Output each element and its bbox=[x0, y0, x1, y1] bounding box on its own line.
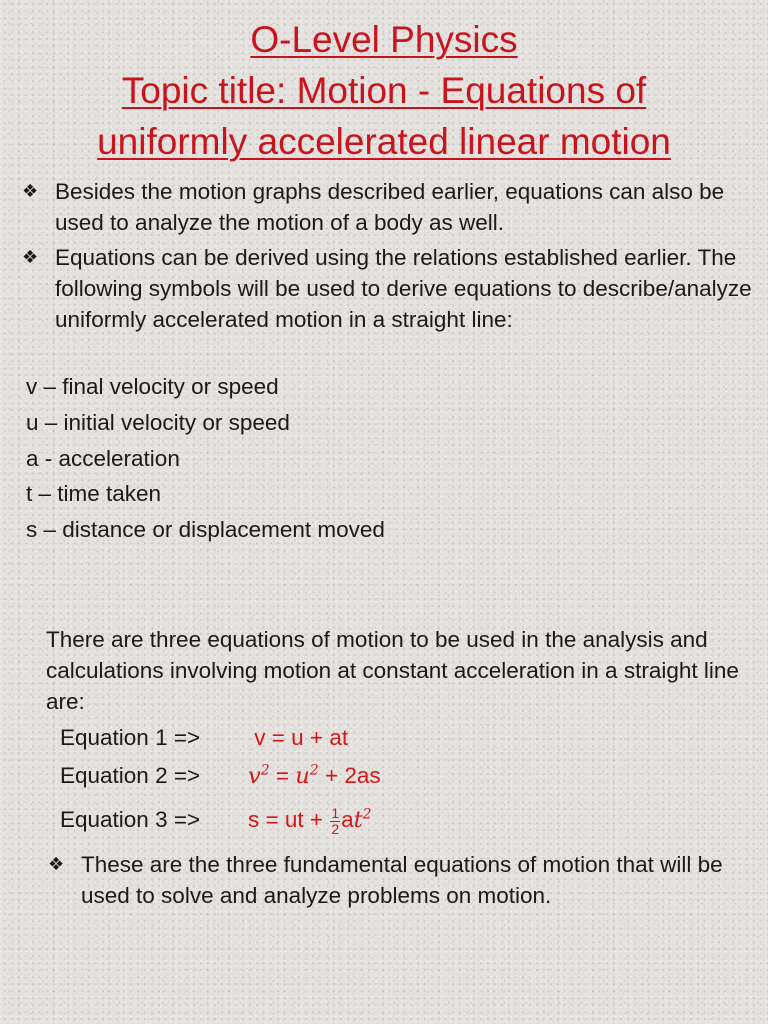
symbol-item: t – time taken bbox=[26, 481, 162, 507]
equation-formula: $v^2 = u^2 + 2as$ bbox=[248, 762, 381, 789]
symbol-item: u – initial velocity or speed bbox=[26, 409, 290, 435]
diamond-bullet-icon: ❖ bbox=[22, 247, 39, 268]
closing-bullet bbox=[48, 849, 768, 911]
equation-3 bbox=[60, 806, 372, 837]
equation-1 bbox=[60, 725, 348, 751]
bullet-item bbox=[22, 242, 752, 335]
bullet-text: Equations can be derived using the relations established earlier. The following symbols will be used to derive equations to describe/analyze uniformly accelerated motion in a straight line: bbox=[55, 245, 752, 332]
bullet-list bbox=[22, 176, 752, 339]
fraction-one-half: $\frac{1}{2}$ bbox=[331, 805, 340, 837]
title-line-3: uniformly accelerated linear motion bbox=[97, 121, 671, 162]
bullet-text: Besides the motion graphs described earlier, equations can also be used to analyze the motion of a body as well. bbox=[55, 179, 725, 235]
intro-paragraph: There are three equations of motion to be used in the analysis and calculations involving motion at constant acceleration in a straight line are: bbox=[46, 627, 739, 714]
equation-2 bbox=[60, 762, 381, 789]
equation-formula: s = ut + $\frac{1}{2}$ $at^2$ bbox=[248, 805, 372, 837]
equation-label: Equation 1 => bbox=[60, 725, 201, 750]
symbol-item: s – distance or displacement moved bbox=[26, 517, 385, 543]
symbol-item: a - acceleration bbox=[26, 445, 180, 471]
symbol-item: v – final velocity or speed bbox=[26, 374, 279, 399]
equation-formula: v = u + at bbox=[254, 725, 349, 750]
equation-label: Equation 2 => bbox=[60, 762, 201, 788]
page-title bbox=[0, 14, 768, 167]
diamond-bullet-icon: ❖ bbox=[48, 854, 65, 875]
equation-label: Equation 3 => bbox=[60, 807, 201, 833]
title-line-2: Topic title: Motion - Equations of bbox=[121, 70, 647, 111]
closing-text: These are the three fundamental equations of motion that will be used to solve and analyze problems on motion. bbox=[81, 852, 723, 908]
symbol-list bbox=[26, 369, 385, 548]
diamond-bullet-icon: ❖ bbox=[22, 181, 39, 202]
bullet-item bbox=[22, 176, 752, 238]
title-line-1: O-Level Physics bbox=[250, 19, 518, 60]
